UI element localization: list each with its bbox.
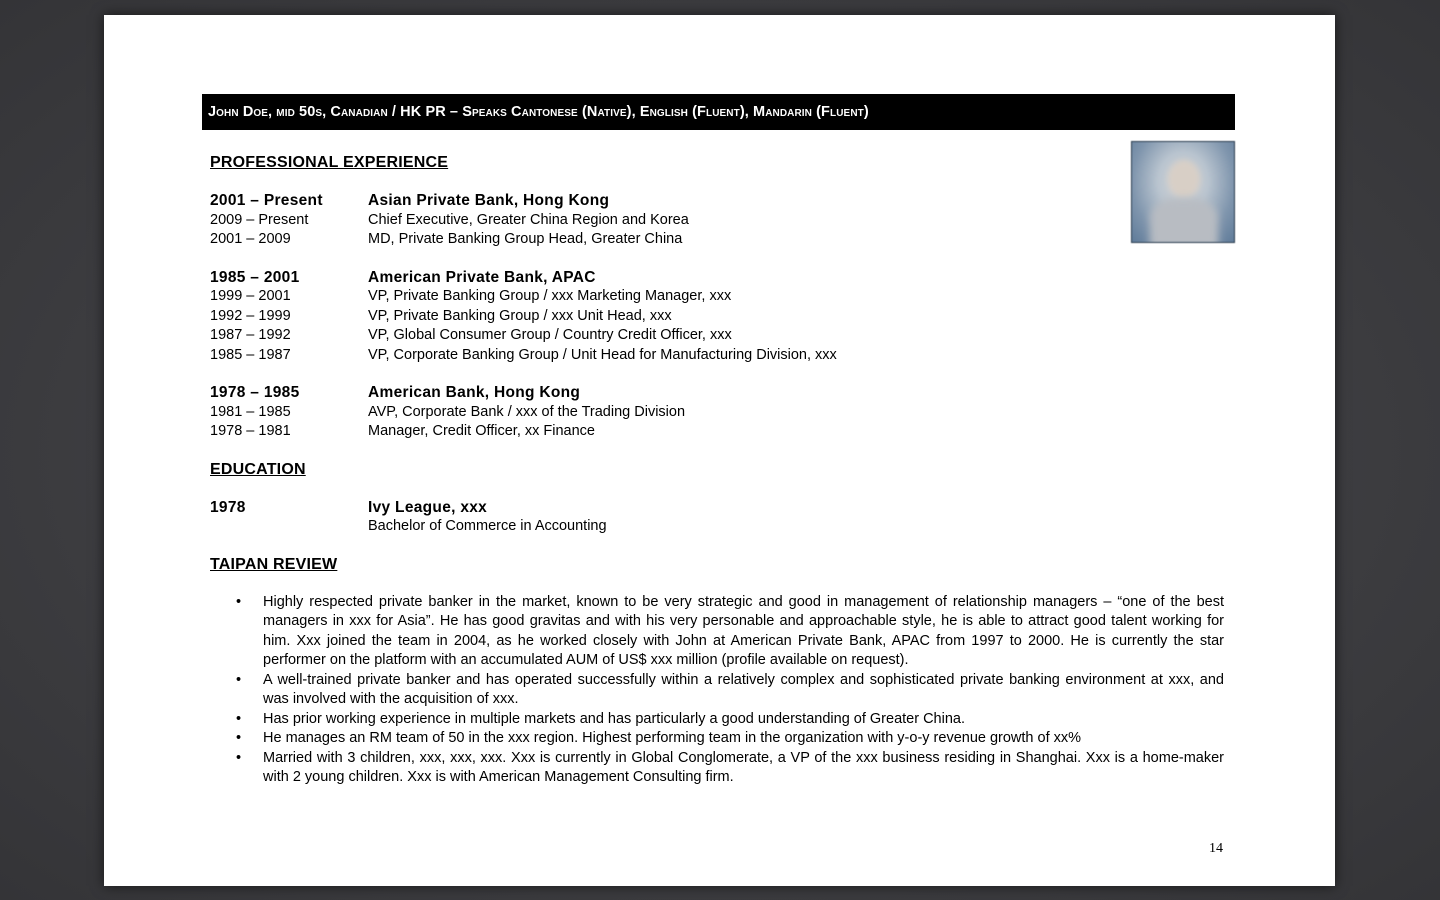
role-period: 1985 – 1987	[210, 346, 291, 363]
review-heading: TAIPAN REVIEW	[210, 555, 338, 573]
role-row	[210, 403, 1225, 423]
education-year: 1978	[210, 498, 246, 516]
review-text: Has prior working experience in multiple markets and has particularly a good understanding of Greater China.	[263, 710, 966, 727]
employer-row	[210, 383, 1225, 403]
experience-heading: PROFESSIONAL EXPERIENCE	[210, 154, 449, 171]
experience-block-3	[210, 383, 1225, 442]
education-spacer	[210, 517, 368, 537]
education-school: Ivy League, xxx	[368, 498, 488, 516]
employer-period: 2001 – Present	[210, 192, 323, 209]
role-title: AVP, Corporate Bank / xxx of the Trading Division	[368, 403, 686, 420]
review-list	[210, 593, 1224, 788]
experience-block-1	[210, 191, 1225, 250]
education-block	[210, 498, 1225, 537]
role-row	[210, 307, 1225, 327]
role-period: 1992 – 1999	[210, 307, 291, 324]
review-section	[210, 555, 1225, 788]
experience-block-2	[210, 268, 1225, 366]
education-section	[210, 460, 1225, 537]
role-title: Chief Executive, Greater China Region and Korea	[368, 211, 689, 228]
document-page	[104, 15, 1335, 886]
role-period: 1981 – 1985	[210, 403, 291, 420]
list-item	[210, 729, 1224, 749]
bullet-icon: •	[236, 671, 242, 688]
role-title: VP, Corporate Banking Group / Unit Head for Manufacturing Division, xxx	[368, 346, 837, 363]
review-text: Highly respected private banker in the market, known to be very strategic and good in management of relationship managers – “one of the best managers in xxx for Asia”. He has good gravitas and with his very personable and approachable style, he is able to attract good talent working for him. Xxx joined the team in 2004, as he worked closely with John at American Private Bank, APAC from 1997 to 2000. He is currently the star performer on the platform with an accumulated AUM of US$ xxx million (profile available on request).	[263, 593, 1224, 668]
resume-content	[210, 153, 1225, 788]
review-text: A well-trained private banker and has operated successfully within a relatively complex and sophisticated private banking environment at xxx, and was involved with the acquisition of xxx.	[263, 671, 1224, 707]
employer-name: American Private Bank, APAC	[368, 268, 596, 286]
role-title: VP, Private Banking Group / xxx Marketing Manager, xxx	[368, 288, 732, 304]
role-title: MD, Private Banking Group Head, Greater China	[368, 231, 683, 247]
page-number: 14	[1209, 841, 1223, 856]
role-row	[210, 230, 1225, 250]
education-degree: Bachelor of Commerce in Accounting	[368, 518, 607, 534]
list-item	[210, 671, 1224, 710]
bullet-icon: •	[236, 730, 242, 746]
role-title: VP, Global Consumer Group / Country Credit Officer, xxx	[368, 327, 732, 343]
list-item	[210, 749, 1224, 788]
list-item	[210, 710, 1224, 730]
education-row	[210, 498, 1225, 518]
education-degree-row	[210, 517, 1225, 537]
employer-name: American Bank, Hong Kong	[368, 384, 581, 401]
role-row	[210, 422, 1225, 442]
role-row	[210, 287, 1225, 307]
review-text: He manages an RM team of 50 in the xxx region. Highest performing team in the organization with y-o-y revenue growth of xx%	[263, 730, 1082, 746]
role-title: Manager, Credit Officer, xx Finance	[368, 423, 596, 439]
role-title: VP, Private Banking Group / xxx Unit Head, xxx	[368, 307, 672, 324]
role-row	[210, 346, 1225, 366]
employer-row	[210, 268, 1225, 288]
employer-period: 1985 – 2001	[210, 268, 300, 286]
role-row	[210, 326, 1225, 346]
role-row	[210, 211, 1225, 231]
role-period: 1999 – 2001	[210, 288, 291, 304]
employer-period: 1978 – 1985	[210, 384, 300, 401]
role-period: 1978 – 1981	[210, 423, 291, 439]
employer-row	[210, 191, 1225, 211]
employer-name: Asian Private Bank, Hong Kong	[368, 192, 610, 209]
review-text: Married with 3 children, xxx, xxx, xxx. Xxx is currently in Global Conglomerate, a VP of the xxx business residing in Shanghai. Xxx is a home-maker with 2 young children. Xxx is with American Management Consulting firm.	[263, 749, 1224, 785]
role-period: 2009 – Present	[210, 211, 309, 228]
bullet-icon: •	[236, 749, 242, 766]
list-item	[210, 593, 1224, 671]
candidate-title-bar: John Doe, mid 50s, Canadian / HK PR – Speaks Cantonese (Native), English (Fluent), Mandarin (Fluent)	[202, 94, 1235, 130]
bullet-icon: •	[236, 593, 242, 610]
bullet-icon: •	[236, 710, 242, 727]
role-period: 2001 – 2009	[210, 231, 291, 247]
education-heading: EDUCATION	[210, 460, 306, 478]
role-period: 1987 – 1992	[210, 327, 291, 343]
